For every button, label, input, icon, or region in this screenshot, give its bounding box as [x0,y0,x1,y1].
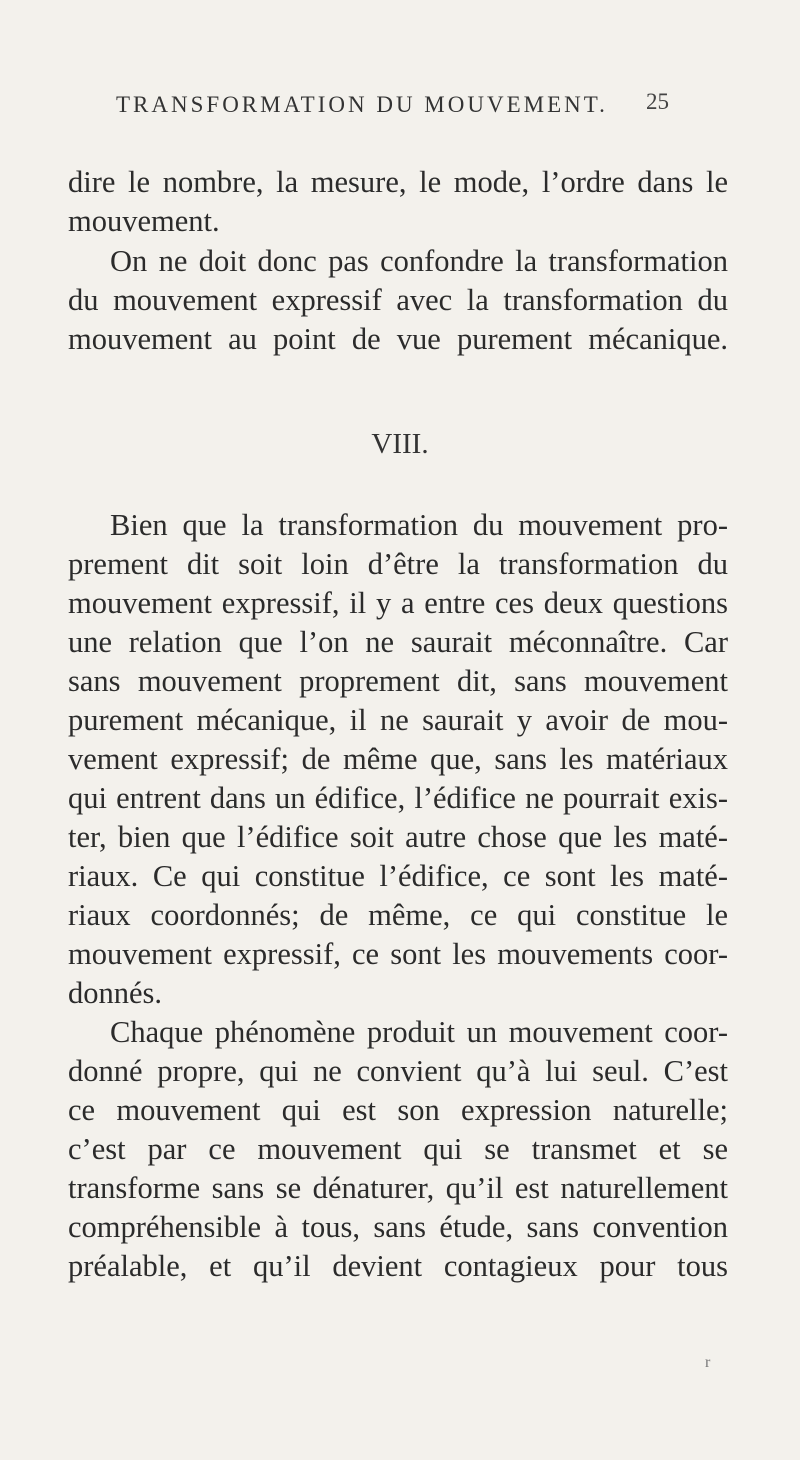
text-line: c’est par ce mouvement qui se transmet et se [68,1132,728,1166]
text-line: donnés. [68,976,163,1010]
text-line: compréhensible à tous, sans étude, sans convention [68,1210,728,1244]
text-line: mouvement expressif, ce sont les mouvements coor- [68,937,728,971]
text-line: prement dit soit loin d’être la transformation du [68,547,728,581]
text-line: Bien que la transformation du mouvement pro- [110,508,728,542]
text-line: transforme sans se dénaturer, qu’il est naturellement [68,1171,728,1205]
text-line: ce mouvement qui est son expression naturelle; [68,1093,728,1127]
text-line: mouvement au point de vue purement mécanique. [68,322,728,356]
text-line: du mouvement expressif avec la transformation du [68,283,728,317]
text-line: vement expressif; de même que, sans les matériaux [68,742,728,776]
text-line: mouvement. [68,204,220,238]
section-heading: VIII. [371,428,429,460]
text-line: sans mouvement proprement dit, sans mouvement [68,664,728,698]
page-number: 25 [646,89,669,114]
text-line: préalable, et qu’il devient contagieux pour tous [68,1249,728,1283]
text-line: ter, bien que l’édifice soit autre chose que les maté- [68,820,728,854]
text-line: donné propre, qui ne convient qu’à lui seul. C’est [68,1054,728,1088]
text-line: qui entrent dans un édifice, l’édifice ne pourrait exis- [68,781,728,815]
text-line: riaux coordonnés; de même, ce qui constitue le [68,898,728,932]
text-line: une relation que l’on ne saurait méconnaître. Car [68,625,728,659]
text-line: Chaque phénomène produit un mouvement coor- [110,1015,728,1049]
text-line: mouvement expressif, il y a entre ces deux questions [68,586,728,620]
text-line: On ne doit donc pas confondre la transformation [110,244,728,278]
stray-mark: r [705,1354,711,1371]
text-line: riaux. Ce qui constitue l’édifice, ce sont les maté- [68,859,728,893]
text-line: purement mécanique, il ne saurait y avoir de mou- [68,703,728,737]
text-line: dire le nombre, la mesure, le mode, l’ordre dans le [68,165,728,199]
running-header-title: TRANSFORMATION DU MOUVEMENT. [116,92,608,117]
